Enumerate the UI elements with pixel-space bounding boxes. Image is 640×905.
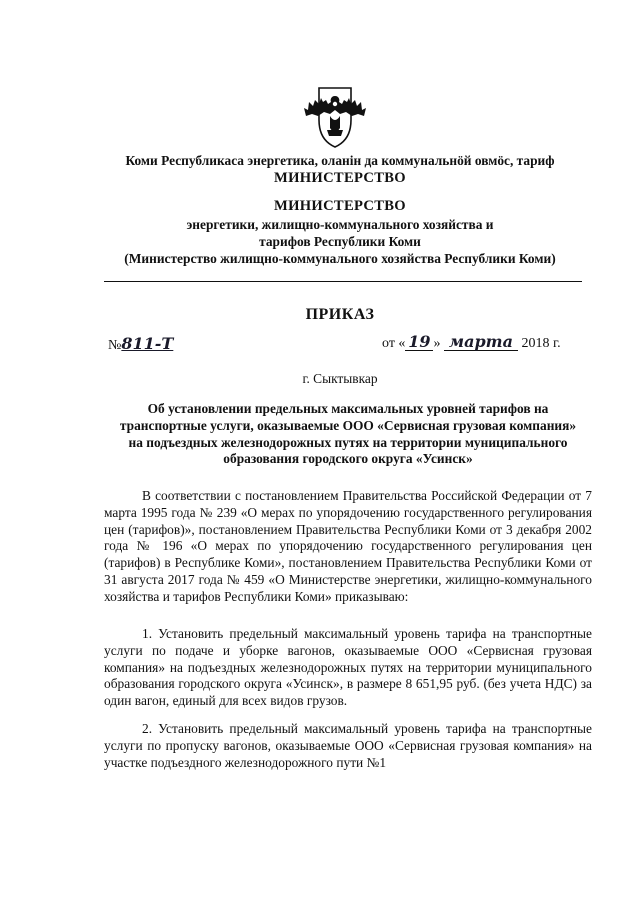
order-title: ПРИКАЗ <box>305 306 375 323</box>
header-ministry-ru: МИНИСТЕРСТВО <box>274 198 406 214</box>
order-number <box>108 334 173 354</box>
header-ministry-name-line3: (Министерство жилищно-коммунального хозяйства Республики Коми) <box>124 251 556 266</box>
body-paragraph-item-2: 2. Установить предельный максимальный уровень тарифа на транспортные услуги по пропуску вагонов, оказываемые ООО «Сервисная грузовая компания» на участке подъездного железнодорожного пути №1 <box>104 721 592 770</box>
body-paragraph-preamble: В соответствии с постановлением Правительства Российской Федерации от 7 марта 1995 года № 239 «О мерах по упорядочению государственного регулирования цен (тарифов)», постановлением Правительства Республики Коми от 3 декабря 2002 года № 196 «О мерах по упорядочению государственного регулирования цен (тарифов) в Республике Коми», постановлением Правительства Республики Коми от 31 августа 2017 года № 459 «О Министерстве энергетики, жилищно-коммунального хозяйства и тарифов Республики Коми» приказываю: <box>104 488 592 604</box>
order-date-month: марта <box>444 334 518 351</box>
body-paragraph-item-1: 1. Установить предельный максимальный уровень тарифа на транспортные услуги по подаче и уборке вагонов, оказываемые ООО «Сервисная грузовая компания» на подъездных железнодорожных путях на территории муниципального образования городского округа «Усинск», в размере 8 651,95 руб. (без учета НДС) за один вагон, единый для всех видов грузов. <box>104 626 592 709</box>
header-divider <box>104 281 582 282</box>
order-date-mid: » <box>433 336 441 351</box>
order-date <box>382 334 561 352</box>
header-ministry-name-line1: энергетики, жилищно-коммунального хозяйства и <box>186 217 494 232</box>
order-number-prefix: № <box>108 338 122 353</box>
order-subject: Об установлении предельных максимальных уровней тарифов на транспортные услуги, оказываемые ООО «Сервисная грузовая компания» на подъездных железнодорожных путях на территории муниципального образования городского округа «Усинск» <box>119 401 577 467</box>
header-komi-line: Коми Республикаса энергетика, оланiн да коммунальнöй овмöс, тариф <box>125 153 555 168</box>
order-date-prefix: от « <box>382 336 406 351</box>
header-ministry-name-line2: тарифов Республики Коми <box>259 234 421 249</box>
komi-coat-of-arms-icon <box>297 84 373 150</box>
order-date-year: 2018 г. <box>521 336 561 351</box>
order-city: г. Сыктывкар <box>302 371 378 386</box>
order-number-handwritten: 811-Т <box>121 334 174 353</box>
header-ministry-komi: МИНИСТЕРСТВО <box>274 170 406 186</box>
order-date-day: 19 <box>405 334 433 351</box>
